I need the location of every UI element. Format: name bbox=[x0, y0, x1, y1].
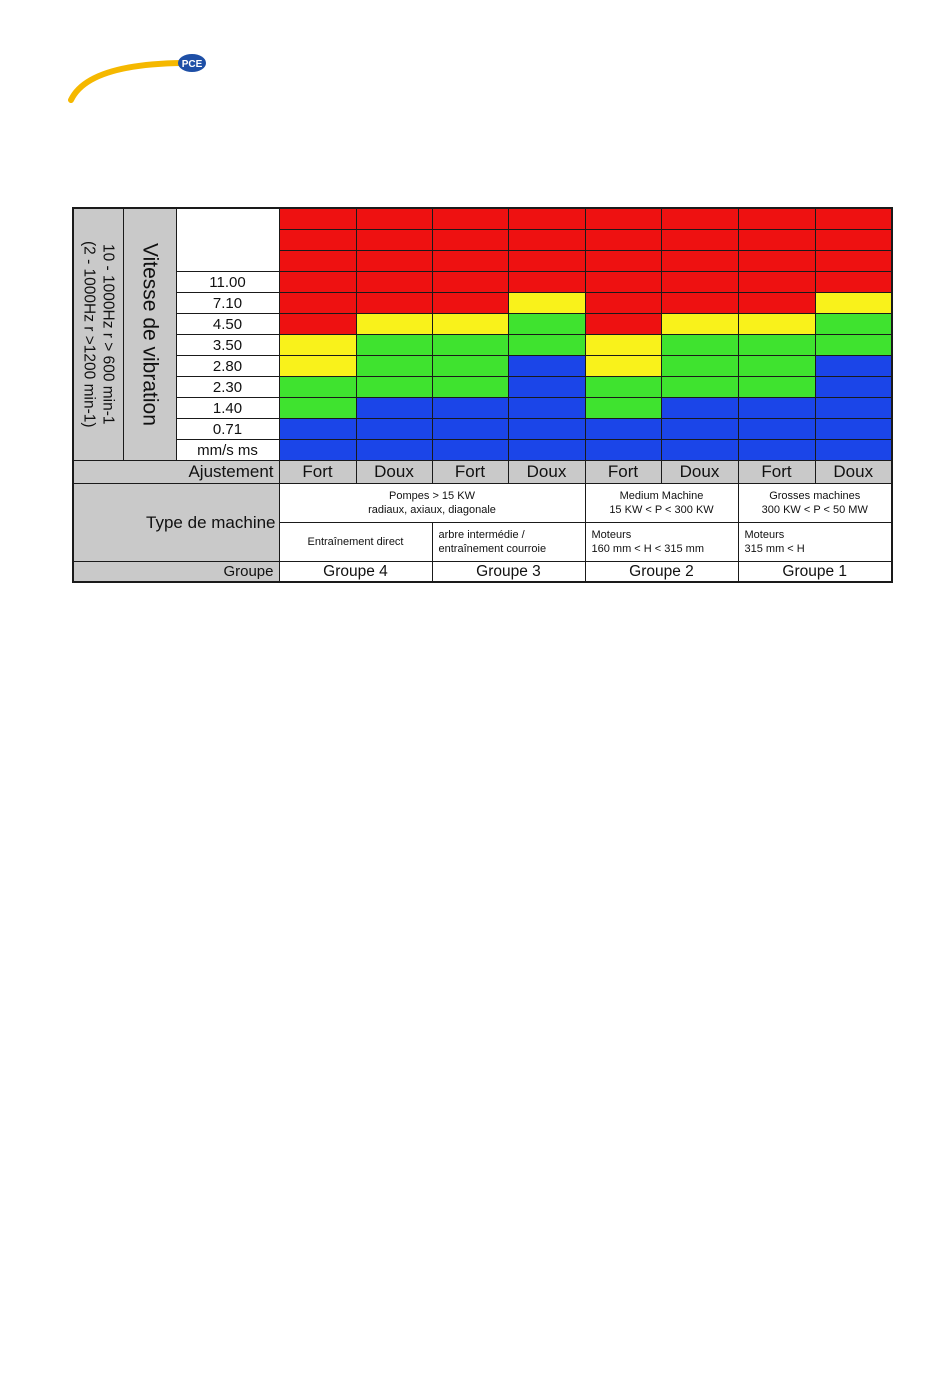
severity-cell bbox=[432, 293, 508, 314]
vibration-severity-table bbox=[72, 207, 893, 583]
severity-cell bbox=[738, 251, 815, 272]
severity-cell bbox=[356, 272, 432, 293]
machine-type-line: 315 mm < H bbox=[744, 543, 805, 555]
threshold-value: 2.80 bbox=[176, 356, 279, 377]
machine-type-cell bbox=[279, 484, 585, 523]
machine-type-line: 15 KW < P < 300 KW bbox=[609, 504, 714, 516]
severity-row bbox=[73, 314, 892, 335]
ajustement-value: Doux bbox=[356, 461, 432, 484]
severity-cell bbox=[738, 335, 815, 356]
severity-cell bbox=[508, 251, 585, 272]
severity-cell bbox=[356, 314, 432, 335]
severity-cell bbox=[661, 208, 738, 230]
severity-cell bbox=[279, 251, 356, 272]
blank-value-cell bbox=[176, 208, 279, 272]
severity-cell bbox=[738, 314, 815, 335]
severity-cell bbox=[508, 398, 585, 419]
machine-type-cell bbox=[585, 484, 738, 523]
machine-type-line: Pompes > 15 KW bbox=[389, 490, 475, 502]
severity-cell bbox=[356, 440, 432, 461]
machine-type-line: Moteurs bbox=[591, 529, 632, 541]
severity-cell bbox=[585, 419, 661, 440]
severity-cell bbox=[508, 440, 585, 461]
threshold-value: 11.00 bbox=[176, 272, 279, 293]
severity-cell bbox=[585, 335, 661, 356]
severity-row bbox=[73, 419, 892, 440]
severity-cell bbox=[661, 251, 738, 272]
ajustement-value: Fort bbox=[279, 461, 356, 484]
severity-cell bbox=[661, 356, 738, 377]
severity-cell bbox=[815, 335, 892, 356]
severity-cell bbox=[738, 440, 815, 461]
severity-cell bbox=[432, 398, 508, 419]
severity-cell bbox=[508, 208, 585, 230]
severity-cell bbox=[815, 230, 892, 251]
severity-cell bbox=[585, 208, 661, 230]
severity-cell bbox=[432, 251, 508, 272]
severity-cell bbox=[279, 440, 356, 461]
severity-cell bbox=[432, 335, 508, 356]
severity-cell bbox=[356, 356, 432, 377]
severity-cell bbox=[815, 251, 892, 272]
severity-cell bbox=[661, 419, 738, 440]
severity-cell bbox=[815, 356, 892, 377]
severity-cell bbox=[585, 251, 661, 272]
severity-cell bbox=[356, 251, 432, 272]
machine-drive-cell bbox=[738, 523, 892, 562]
severity-cell bbox=[356, 419, 432, 440]
frequency-line: (2 - 1000Hz r >1200 min-1) bbox=[80, 241, 98, 428]
machine-type-line: Entraînement direct bbox=[307, 536, 404, 548]
severity-cell bbox=[432, 356, 508, 377]
groupe-value: Groupe 1 bbox=[738, 562, 892, 583]
severity-row bbox=[73, 356, 892, 377]
severity-row bbox=[73, 335, 892, 356]
ajustement-value: Fort bbox=[738, 461, 815, 484]
machine-type-line: Medium Machine bbox=[619, 490, 704, 502]
severity-cell bbox=[661, 314, 738, 335]
machine-drive-cell bbox=[432, 523, 585, 562]
severity-cell bbox=[815, 272, 892, 293]
severity-cell bbox=[585, 398, 661, 419]
severity-cell bbox=[738, 398, 815, 419]
machine-type-line: radiaux, axiaux, diagonale bbox=[368, 504, 496, 516]
severity-cell bbox=[738, 377, 815, 398]
type-de-machine-label: Type de machine bbox=[73, 484, 279, 562]
severity-cell bbox=[661, 230, 738, 251]
machine-type-line: 300 KW < P < 50 MW bbox=[761, 504, 868, 516]
severity-cell bbox=[432, 419, 508, 440]
severity-row bbox=[73, 208, 892, 230]
groupe-label: Groupe bbox=[73, 562, 279, 583]
severity-cell bbox=[356, 377, 432, 398]
severity-cell bbox=[815, 419, 892, 440]
frequency-range-label bbox=[73, 208, 123, 461]
groupe-value: Groupe 4 bbox=[279, 562, 432, 583]
groupe-value: Groupe 2 bbox=[585, 562, 738, 583]
severity-cell bbox=[585, 356, 661, 377]
severity-cell bbox=[432, 272, 508, 293]
threshold-value: 0.71 bbox=[176, 419, 279, 440]
ajustement-label: Ajustement bbox=[73, 461, 279, 484]
ajustement-value: Doux bbox=[661, 461, 738, 484]
severity-cell bbox=[508, 272, 585, 293]
severity-cell bbox=[432, 230, 508, 251]
frequency-line: 10 - 1000Hz r > 600 min-1 bbox=[99, 244, 117, 425]
severity-row bbox=[73, 377, 892, 398]
groupe-value: Groupe 3 bbox=[432, 562, 585, 583]
severity-cell bbox=[432, 314, 508, 335]
severity-cell bbox=[815, 208, 892, 230]
severity-cell bbox=[815, 398, 892, 419]
severity-cell bbox=[815, 377, 892, 398]
unit-label: mm/s ms bbox=[176, 440, 279, 461]
threshold-value: 4.50 bbox=[176, 314, 279, 335]
severity-cell bbox=[738, 419, 815, 440]
machine-type-row bbox=[73, 484, 892, 523]
severity-cell bbox=[585, 440, 661, 461]
machine-type-line: 160 mm < H < 315 mm bbox=[591, 543, 704, 555]
ajustement-value: Doux bbox=[508, 461, 585, 484]
severity-cell bbox=[279, 293, 356, 314]
severity-cell bbox=[356, 335, 432, 356]
severity-cell bbox=[585, 272, 661, 293]
logo-text: PCE bbox=[181, 59, 203, 70]
severity-cell bbox=[356, 293, 432, 314]
severity-cell bbox=[585, 377, 661, 398]
severity-row bbox=[73, 293, 892, 314]
severity-cell bbox=[508, 230, 585, 251]
severity-cell bbox=[356, 208, 432, 230]
ajustement-value: Fort bbox=[585, 461, 661, 484]
ajustement-row bbox=[73, 461, 892, 484]
severity-cell bbox=[356, 230, 432, 251]
threshold-value: 2.30 bbox=[176, 377, 279, 398]
severity-cell bbox=[738, 356, 815, 377]
severity-cell bbox=[661, 440, 738, 461]
chart-title: Vitesse de vibration bbox=[138, 243, 162, 426]
machine-drive-cell bbox=[585, 523, 738, 562]
severity-cell bbox=[279, 314, 356, 335]
logo-arc bbox=[71, 63, 183, 100]
machine-type-cell bbox=[738, 484, 892, 523]
severity-cell bbox=[661, 377, 738, 398]
severity-cell bbox=[738, 230, 815, 251]
severity-cell bbox=[738, 208, 815, 230]
severity-cell bbox=[356, 398, 432, 419]
severity-cell bbox=[432, 440, 508, 461]
severity-cell bbox=[815, 293, 892, 314]
severity-cell bbox=[279, 398, 356, 419]
threshold-value: 3.50 bbox=[176, 335, 279, 356]
machine-type-line: Grosses machines bbox=[769, 490, 861, 502]
severity-cell bbox=[585, 293, 661, 314]
severity-row bbox=[73, 272, 892, 293]
severity-cell bbox=[661, 398, 738, 419]
machine-type-line: entraînement courroie bbox=[438, 543, 547, 555]
severity-cell bbox=[508, 293, 585, 314]
ajustement-value: Fort bbox=[432, 461, 508, 484]
machine-drive-cell bbox=[279, 523, 432, 562]
severity-row bbox=[73, 398, 892, 419]
severity-cell bbox=[508, 419, 585, 440]
severity-cell bbox=[432, 208, 508, 230]
severity-cell bbox=[661, 335, 738, 356]
severity-cell bbox=[279, 377, 356, 398]
severity-cell bbox=[279, 208, 356, 230]
severity-cell bbox=[508, 314, 585, 335]
ajustement-value: Doux bbox=[815, 461, 892, 484]
machine-type-line: arbre intermédie / bbox=[438, 529, 525, 541]
pce-logo bbox=[68, 50, 218, 110]
vitesse-title bbox=[123, 208, 176, 461]
severity-cell bbox=[279, 335, 356, 356]
severity-cell bbox=[661, 272, 738, 293]
severity-cell bbox=[508, 356, 585, 377]
severity-cell bbox=[432, 377, 508, 398]
severity-cell bbox=[508, 377, 585, 398]
severity-cell bbox=[585, 314, 661, 335]
severity-cell bbox=[815, 314, 892, 335]
severity-cell bbox=[508, 335, 585, 356]
threshold-value: 7.10 bbox=[176, 293, 279, 314]
severity-row bbox=[73, 440, 892, 461]
severity-cell bbox=[279, 419, 356, 440]
threshold-value: 1.40 bbox=[176, 398, 279, 419]
groupe-row bbox=[73, 562, 892, 583]
severity-cell bbox=[815, 440, 892, 461]
severity-cell bbox=[738, 272, 815, 293]
severity-cell bbox=[279, 272, 356, 293]
severity-cell bbox=[661, 293, 738, 314]
severity-cell bbox=[279, 230, 356, 251]
severity-cell bbox=[738, 293, 815, 314]
machine-type-line: Moteurs bbox=[744, 529, 785, 541]
severity-cell bbox=[585, 230, 661, 251]
severity-cell bbox=[279, 356, 356, 377]
